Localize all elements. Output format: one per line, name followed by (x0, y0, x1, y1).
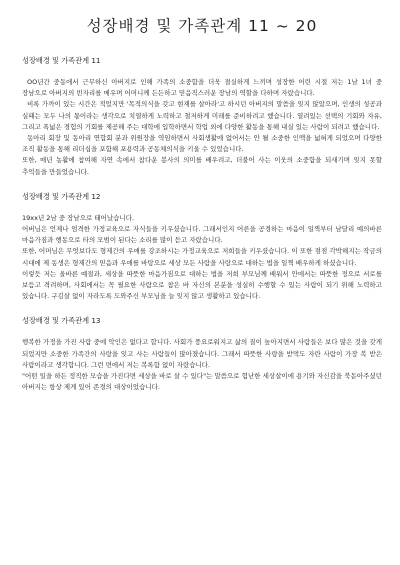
section-heading: 성장배경 및 가족관계 11 (22, 56, 101, 65)
paragraph: 행복한 가정을 가진 사람 중에 악인은 없다고 합니다. 사회가 풍요로워지고 삶의 질이 높아지면서 사람들은 보다 많은 것을 갖게 되었지만 소중한 가족간의 사랑을 잊고 사는 사람들이 많아졌습니다. 그래서 따뜻한 사랑을 받먹도 자란 사람이 가장 복 받은 사람이라고 생각합니다. 그런 면에서 저는 복록함 없이 자랐습니다. (22, 338, 382, 369)
paragraph: 어버님은 언제나 엄격한 가정교육으로 자식들을 키우셨습니다. 그래서인지 어른을 공경하는 마음이 일찍부터 남달리 예의바른 마음가짐과 행동으로 타의 모범이 된다는 소리를 많이 듣고 자랐습니다. (22, 225, 382, 245)
paragraph: 또한, 매년 농활에 참여해 자연 속에서 참다운 봉사의 의미를 배우려고, 더불어 사는 이웃의 소중함을 되새기며 잊지 못할 추억들을 만들었습니다. (22, 156, 382, 176)
document-title: 성장배경 및 가족관계 11 ~ 20 (86, 17, 318, 35)
paragraph: 동아리 회장 및 동아리 연합회 분과 위원장을 역임하면서 사회생활에 없어서는 안 될 소중한 인맥을 넓혀게 되었으며 다양한 조직 활동을 통해 리더십을 포함해 포용력과 공동체의식을 키울 수 있었습니다. (22, 134, 382, 154)
section-heading: 성장배경 및 가족관계 13 (22, 316, 101, 326)
paragraph: 또한, 어머님은 무엇보다도 형제간의 우애를 강조하시는 가정교육으로 저희들을 키우셨습니다. 이 또한 점점 각박해지는 작금의 시대에 제 동생은 형제간의 믿음과 우애를 바탕으로 세상 모든 사람을 사랑으로 대하는 법을 일찍 배우하게 하셨습니다. (22, 247, 382, 267)
section-11 (22, 56, 382, 178)
section-12 (22, 192, 382, 303)
section-13 (22, 316, 382, 393)
paragraph: 이렇듯 저는 올바른 예절과, 세상을 따뜻한 마음가짐으로 대하는 법을 저희 부모님께 배워서 안에서는 따뜻한 정으로 서로를 보듬고 격려하며, 사회에서는 꼭 필요한 사람으로 참은 바 자신의 본분을 성실히 수행할 수 있는 사람이 되기 위해 노력하고 있습니다. 구김살 없이 자라도록 도와주신 부모님을 늘 잊지 않고 생활하고 있습니다. (22, 269, 382, 301)
paragraph: 비록 가까이 있는 시간은 적었지만 '목적의식을 갖고 현재를 살아라'고 하시던 아버지의 말씀을 잊지 않았으며, 인생의 성공과 실패는 모두 나의 몫이라는 생각으로 치열하게 노력하고 철저하게 미래를 준비하려고 했습니다. 열려있는 선택의 기회와 자유, 그리고 폭넓은 경험의 기회를 제공해 주는 대학에 입학하면서 학업 외에 다양한 활동을 통해 내실 있는 사람이 되려고 했습니다. (22, 100, 382, 131)
paragraph: OO년간 중동에서 근무하신 아버지로 인해 가족의 소중함을 더욱 절실하게 느끼며 성장한 어린 시절 저는 1남 1녀 중 장남으로 아버지의 빈자리를 메우며 어머니께 든든하고 믿음직스러운 장남의 역할을 다하며 자랐습니다. (22, 78, 382, 98)
section-heading: 성장배경 및 가족관계 12 (22, 191, 101, 201)
paragraph: "어떤 일을 하든 정직한 모습을 가진다면 세상을 바로 살 수 있다"는 말씀으로 험난한 세상살이에 용기와 자신감을 북돋아주셨던 아버지는 항상 제게 있어 존경의 대상이었습니다. (22, 372, 382, 392)
paragraph: 19xx년 2남 중 장남으로 태어났습니다. (22, 213, 135, 222)
